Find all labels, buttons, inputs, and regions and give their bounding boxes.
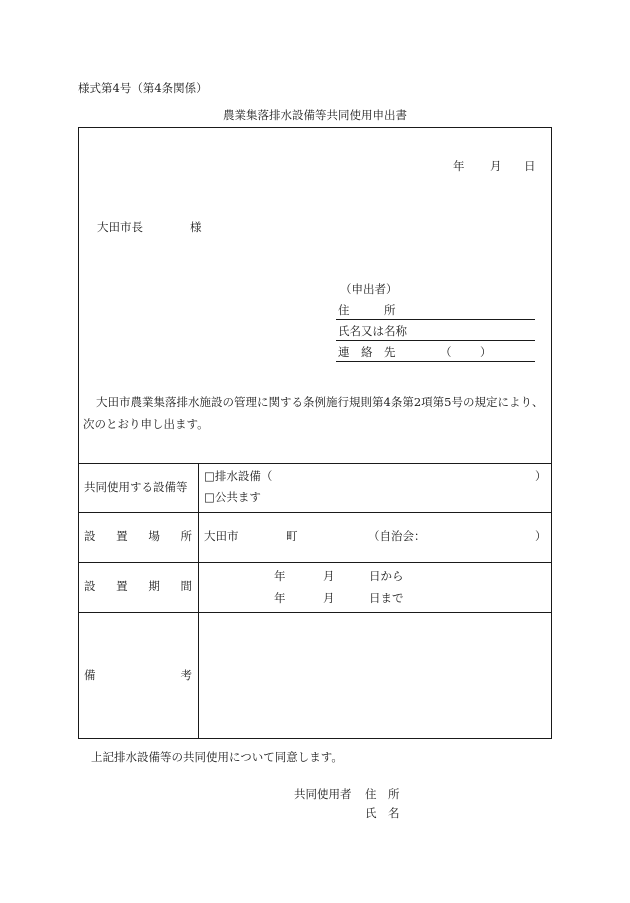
form-title: 農業集落排水設備等共同使用申出書 bbox=[223, 108, 407, 122]
table-column-divider bbox=[198, 463, 199, 739]
location-assoc-close: ） bbox=[535, 529, 547, 543]
table-row-divider-1 bbox=[78, 512, 552, 513]
applicant-name-field[interactable] bbox=[336, 340, 535, 341]
statement-line-1: 大田市農業集落排水施設の管理に関する条例施行規則第4条第2項第5号の規定により、 bbox=[96, 395, 544, 409]
period-label-char: 設 bbox=[84, 579, 96, 593]
applicant-contact-paren-open: （ bbox=[440, 345, 452, 359]
date-day: 日 bbox=[524, 159, 536, 173]
period-label bbox=[84, 581, 192, 593]
consent-address-label: 住 所 bbox=[365, 787, 400, 801]
location-town: 町 bbox=[286, 529, 298, 543]
applicant-heading: （申出者） bbox=[340, 282, 398, 296]
addressee-name: 大田市長 bbox=[97, 220, 143, 234]
remarks-field[interactable] bbox=[200, 614, 550, 737]
date-month: 月 bbox=[490, 159, 502, 173]
location-assoc-open: （自治会： bbox=[368, 529, 426, 543]
applicant-contact-label: 連 絡 先 bbox=[338, 345, 396, 359]
location-label-char: 設 bbox=[84, 529, 96, 543]
equipment-option-drainage[interactable]: □排水設備（ bbox=[204, 469, 273, 483]
table-row-divider-3 bbox=[78, 612, 552, 613]
table-row-divider-2 bbox=[78, 562, 552, 563]
addressee-honorific: 様 bbox=[190, 220, 202, 234]
location-label-char: 置 bbox=[116, 529, 128, 543]
period-label-char: 期 bbox=[148, 579, 160, 593]
remarks-label-char: 考 bbox=[180, 668, 192, 682]
location-label bbox=[84, 531, 192, 543]
equipment-label: 共同使用する設備等 bbox=[84, 480, 188, 494]
applicant-name-label: 氏名又は名称 bbox=[338, 324, 407, 338]
applicant-address-label: 住 所 bbox=[338, 303, 396, 317]
applicant-contact-paren-close: ） bbox=[480, 345, 492, 359]
remarks-label-char: 備 bbox=[84, 668, 96, 682]
equipment-option-drainage-close: ） bbox=[535, 469, 547, 483]
period-to-month: 月 bbox=[323, 591, 335, 605]
consent-user-label: 共同使用者 bbox=[294, 787, 352, 801]
period-label-char: 間 bbox=[180, 579, 192, 593]
table-top-divider bbox=[78, 463, 552, 464]
date-year: 年 bbox=[453, 159, 465, 173]
equipment-option-public-basin[interactable]: □公共ます bbox=[204, 490, 261, 504]
period-label-char: 置 bbox=[116, 579, 128, 593]
location-label-char: 場 bbox=[148, 529, 160, 543]
period-from-year: 年 bbox=[274, 569, 286, 583]
statement-line-2: 次のとおり申し出ます。 bbox=[83, 417, 209, 431]
period-from-day: 日から bbox=[369, 569, 404, 583]
location-city: 大田市 bbox=[204, 529, 239, 543]
consent-name-label: 氏 名 bbox=[365, 806, 400, 820]
period-from-month: 月 bbox=[323, 569, 335, 583]
consent-statement: 上記排水設備等の共同使用について同意します。 bbox=[91, 750, 343, 764]
applicant-address-field[interactable] bbox=[336, 319, 535, 320]
period-to-day: 日まで bbox=[369, 591, 404, 605]
form-number: 様式第4号（第4条関係） bbox=[78, 81, 208, 95]
applicant-contact-field[interactable] bbox=[336, 361, 535, 362]
period-to-year: 年 bbox=[274, 591, 286, 605]
remarks-label bbox=[84, 670, 192, 682]
location-label-char: 所 bbox=[180, 529, 192, 543]
